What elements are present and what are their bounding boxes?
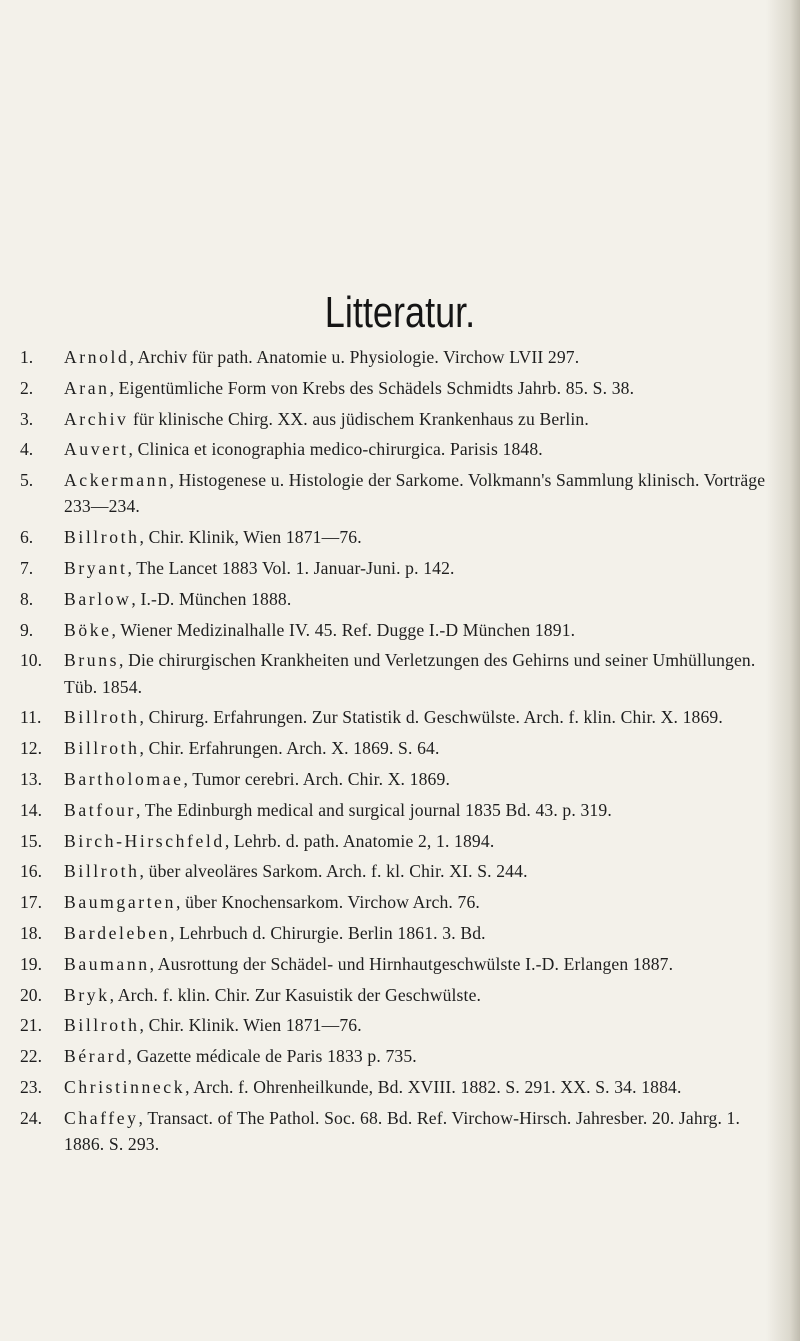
reference-item — [0, 920, 800, 946]
reference-author: Bartholomae — [64, 768, 184, 789]
reference-number: 6. — [20, 527, 34, 548]
reference-item — [0, 735, 800, 761]
reference-author: Bardeleben — [64, 922, 171, 943]
reference-item — [0, 344, 800, 370]
reference-author: Arnold — [64, 347, 130, 367]
reference-author: Bryant — [64, 557, 128, 578]
reference-item — [0, 889, 800, 915]
reference-item — [0, 375, 800, 401]
reference-author: Batfour — [64, 799, 136, 820]
reference-text: , über Knochensarkom. Virchow Arch. 76. — [175, 892, 480, 913]
reference-item — [0, 524, 800, 550]
reference-text: , Lehrbuch d. Chirurgie. Berlin 1861. 3. Bd. — [170, 922, 486, 943]
reference-text: , Eigentümliche Form von Krebs des Schädels Schmidts Jahrb. 85. S. 38. — [109, 377, 635, 398]
reference-author: Billroth — [64, 738, 140, 759]
reference-number: 5. — [20, 470, 34, 491]
reference-author: Baumann — [64, 953, 150, 974]
reference-item — [0, 797, 800, 823]
reference-item — [0, 951, 800, 977]
reference-number: 10. — [20, 650, 42, 671]
reference-number: 18. — [20, 922, 42, 943]
reference-number: 4. — [20, 439, 34, 460]
reference-item — [0, 858, 800, 884]
reference-text: , Chir. Klinik. Wien 1871—76. — [139, 1015, 362, 1036]
reference-author: Ackermann — [64, 470, 170, 491]
reference-item — [0, 704, 800, 730]
reference-author: Aran — [64, 377, 110, 398]
reference-number: 16. — [20, 861, 42, 882]
reference-number: 22. — [20, 1046, 42, 1067]
reference-item — [0, 586, 800, 612]
reference-number: 11. — [20, 707, 42, 728]
reference-author: Christinneck — [64, 1076, 186, 1097]
reference-number: 2. — [20, 377, 34, 398]
reference-author: Baumgarten — [64, 892, 176, 913]
reference-number: 17. — [20, 892, 42, 913]
reference-text: für klinische Chirg. XX. aus jüdischem Krankenhaus zu Berlin. — [128, 408, 589, 429]
reference-text: , Clinica et iconographia medico-chirurgica. Parisis 1848. — [128, 439, 543, 460]
reference-text: , Lehrb. d. path. Anatomie 2, 1. 1894. — [224, 830, 495, 851]
reference-text: , Transact. of The Pathol. Soc. 68. Bd. Ref. Virchow-Hirsch. Jahresber. 20. Jahrg. 1. 1886. S. 293. — [64, 1107, 741, 1154]
reference-item — [0, 982, 800, 1008]
reference-number: 7. — [20, 557, 34, 578]
reference-text: , Tumor cerebri. Arch. Chir. X. 1869. — [183, 768, 450, 789]
reference-item — [0, 647, 800, 699]
reference-text: , Arch. f. klin. Chir. Zur Kasuistik der Geschwülste. — [109, 984, 482, 1005]
reference-author: Billroth — [64, 861, 140, 882]
reference-list — [0, 344, 800, 1162]
page-title: Litteratur. — [324, 288, 476, 337]
reference-number: 20. — [20, 984, 42, 1005]
reference-item — [0, 1105, 800, 1157]
reference-author: Birch-Hirschfeld — [64, 830, 225, 851]
reference-text: , Chir. Klinik, Wien 1871—76. — [139, 527, 362, 548]
reference-item — [0, 436, 800, 462]
reference-author: Böke — [64, 619, 112, 640]
reference-item — [0, 467, 800, 519]
reference-item — [0, 555, 800, 581]
reference-author: Auvert — [64, 439, 129, 460]
reference-item — [0, 1043, 800, 1069]
reference-number: 13. — [20, 768, 42, 789]
reference-author: Chaffey — [64, 1107, 139, 1128]
reference-author: Archiv — [64, 408, 129, 429]
reference-author: Billroth — [64, 527, 140, 548]
reference-number: 23. — [20, 1076, 42, 1097]
reference-author: Barlow — [64, 588, 132, 609]
reference-author: Bérard — [64, 1046, 128, 1067]
reference-text: , Gazette médicale de Paris 1833 p. 735. — [127, 1046, 417, 1067]
reference-text: , Chir. Erfahrungen. Arch. X. 1869. S. 64. — [139, 738, 440, 759]
reference-number: 24. — [20, 1107, 42, 1128]
reference-text: , The Edinburgh medical and surgical journal 1835 Bd. 43. p. 319. — [135, 799, 612, 820]
reference-text: , Chirurg. Erfahrungen. Zur Statistik d. Geschwülste. Arch. f. klin. Chir. X. 1869. — [139, 707, 723, 728]
reference-item — [0, 766, 800, 792]
reference-text: , The Lancet 1883 Vol. 1. Januar-Juni. p. 142. — [127, 557, 455, 578]
reference-item — [0, 617, 800, 643]
reference-text: , Archiv für path. Anatomie u. Physiologie. Virchow LVII 297. — [129, 347, 580, 367]
reference-text: , Arch. f. Ohrenheilkunde, Bd. XVIII. 1882. S. 291. XX. S. 34. 1884. — [185, 1076, 682, 1097]
reference-number: 8. — [20, 588, 34, 609]
reference-author: Bruns — [64, 650, 120, 671]
reference-number: 21. — [20, 1015, 42, 1036]
reference-author: Billroth — [64, 1015, 140, 1036]
reference-number: 14. — [20, 799, 42, 820]
reference-text: , Ausrottung der Schädel- und Hirnhautgeschwülste I.-D. Erlangen 1887. — [149, 953, 674, 974]
reference-text: , Wiener Medizinalhalle IV. 45. Ref. Dugge I.-D München 1891. — [111, 619, 576, 640]
reference-item — [0, 406, 800, 432]
reference-number: 9. — [20, 619, 34, 640]
reference-text: , Die chirurgischen Krankheiten und Verletzungen des Gehirns und seiner Umhüllungen. Tüb. 1854. — [64, 650, 756, 697]
reference-text: , über alveoläres Sarkom. Arch. f. kl. Chir. XI. S. 244. — [139, 861, 528, 882]
reference-text: , I.-D. München 1888. — [131, 588, 292, 609]
reference-number: 15. — [20, 830, 42, 851]
reference-number: 3. — [20, 408, 34, 429]
reference-item — [0, 1074, 800, 1100]
reference-number: 19. — [20, 953, 42, 974]
reference-author: Bryk — [64, 984, 110, 1005]
reference-number: 12. — [20, 738, 42, 759]
reference-item — [0, 1012, 800, 1038]
reference-author: Billroth — [64, 707, 140, 728]
reference-text: , Histogenese u. Histologie der Sarkome. Volkmann's Sammlung klinisch. Vorträge 233—234. — [64, 470, 766, 517]
reference-number: 1. — [20, 347, 34, 367]
reference-item — [0, 828, 800, 854]
